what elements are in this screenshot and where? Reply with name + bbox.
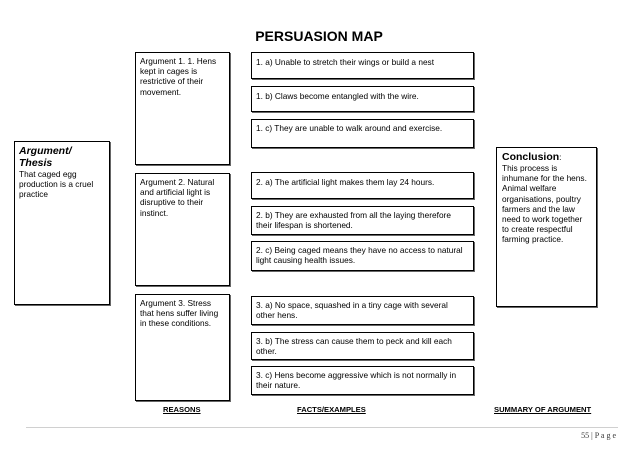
fact-2b: 2. b) They are exhausted from all the laying therefore their lifespan is shortened.: [251, 206, 474, 235]
fact-2c: 2. c) Being caged means they have no access to natural light causing health issues.: [251, 241, 474, 271]
argument-3-box: [135, 294, 230, 401]
fact-3a: 3. a) No space, squashed in a tiny cage with several other hens.: [251, 296, 474, 325]
thesis-text: That caged egg production is a cruel practice: [19, 169, 94, 200]
label-summary: SUMMARY OF ARGUMENT: [494, 405, 592, 414]
conclusion-box: [496, 147, 597, 307]
fact-1b: 1. b) Claws become entangled with the wire.: [251, 86, 474, 112]
argument-1-text: Argument 1. 1. Hens kept in cages is restrictive of their movement.: [140, 56, 217, 97]
fact-2a: 2. a) The artificial light makes them lay 24 hours.: [251, 172, 474, 199]
argument-2-box: [135, 173, 230, 286]
thesis-box: [14, 141, 110, 305]
argument-1-box: [135, 52, 230, 165]
page-number: 55 | P a g e: [581, 431, 616, 440]
thesis-heading: Argument/ Thesis: [19, 145, 72, 169]
fact-3b: 3. b) The stress can cause them to peck and kill each other.: [251, 332, 474, 360]
argument-3-text: Argument 3. Stress that hens suffer living in these conditions.: [140, 298, 219, 329]
label-reasons: REASONS: [163, 405, 201, 414]
conclusion-colon: :: [559, 152, 562, 162]
footer-rule: [26, 427, 618, 428]
conclusion-text: This process is inhumane for the hens. Animal welfare organisations, poultry farmers and the law need to work together to create respectful farming practice.: [502, 163, 587, 245]
fact-1a: 1. a) Unable to stretch their wings or build a nest: [251, 52, 474, 79]
fact-3c: 3. c) Hens become aggressive which is not normally in their nature.: [251, 366, 474, 395]
argument-2-text: Argument 2. Natural and artificial light is disruptive to their instinct.: [140, 177, 215, 218]
fact-1c: 1. c) They are unable to walk around and exercise.: [251, 119, 474, 148]
label-facts: FACTS/EXAMPLES: [297, 405, 366, 414]
conclusion-heading: Conclusion: [502, 151, 560, 163]
page-title: PERSUASION MAP: [255, 28, 383, 44]
